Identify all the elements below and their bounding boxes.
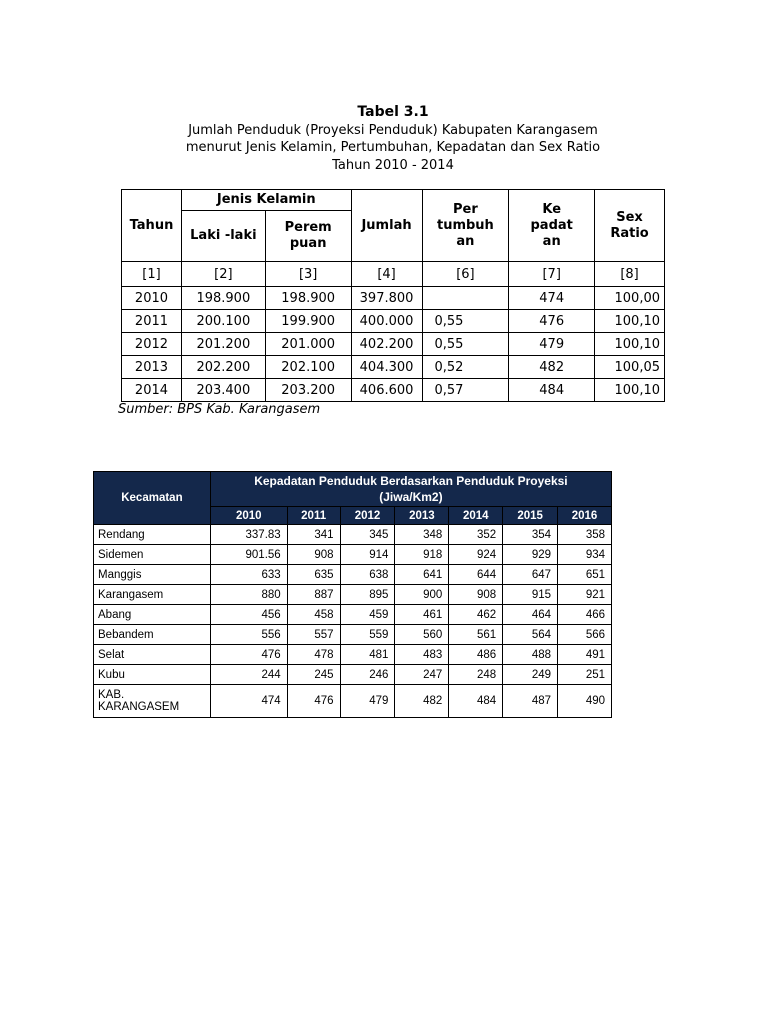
year-header: 2016 (558, 507, 612, 525)
year-header: 2013 (395, 507, 449, 525)
header-pertumbuhan (422, 190, 509, 262)
male-cell: 201.200 (181, 333, 265, 356)
density-value: 246 (340, 665, 395, 685)
total-cell: 397.800 (351, 287, 422, 310)
density-value: 490 (558, 685, 612, 718)
density-value: 638 (340, 565, 395, 585)
year-cell: 2010 (122, 287, 182, 310)
growth-cell (422, 287, 509, 310)
density-value: 488 (503, 645, 558, 665)
table-row (94, 585, 612, 605)
density-value: 641 (395, 565, 449, 585)
density-value: 561 (449, 625, 503, 645)
density-cell: 476 (509, 310, 595, 333)
female-cell: 199.900 (265, 310, 351, 333)
density-value: 887 (287, 585, 340, 605)
total-cell: 404.300 (351, 356, 422, 379)
source-note: Sumber: BPS Kab. Karangasem (118, 402, 321, 417)
density-value: 908 (287, 545, 340, 565)
density-value: 476 (210, 645, 287, 665)
total-name-line1: KAB. (98, 689, 125, 701)
table-row (122, 333, 665, 356)
header-jumlah: Jumlah (351, 190, 422, 262)
kecamatan-name: Abang (94, 605, 211, 625)
header-jenis-kelamin: Jenis Kelamin (181, 190, 351, 211)
year-header: 2014 (449, 507, 503, 525)
density-title-line2: (Jiwa/Km2) (379, 490, 443, 504)
female-cell: 203.200 (265, 379, 351, 402)
sex-ratio-cell: 100,00 (595, 287, 665, 310)
density-value: 491 (558, 645, 612, 665)
index-cell: [7] (509, 262, 595, 287)
density-value: 345 (340, 525, 395, 545)
header-pertumbuhan-line2: tumbuh (436, 217, 494, 233)
sex-ratio-cell: 100,05 (595, 356, 665, 379)
kecamatan-name: Bebandem (94, 625, 211, 645)
density-value: 245 (287, 665, 340, 685)
density-value: 560 (395, 625, 449, 645)
density-value: 337.83 (210, 525, 287, 545)
density-value: 924 (449, 545, 503, 565)
growth-cell: 0,55 (422, 333, 509, 356)
density-cell: 474 (509, 287, 595, 310)
header-perempuan-line1: Perem (284, 220, 332, 235)
density-cell: 482 (509, 356, 595, 379)
header-kepadatan (509, 190, 595, 262)
density-value: 249 (503, 665, 558, 685)
density-value: 476 (287, 685, 340, 718)
table-row (122, 356, 665, 379)
table-row (94, 625, 612, 645)
table1-caption (120, 104, 666, 174)
table-row (122, 287, 665, 310)
density-title-line1: Kepadatan Penduduk Berdasarkan Penduduk Proyeksi (254, 474, 568, 488)
header-perempuan-line2: puan (289, 236, 327, 251)
population-table (121, 189, 665, 402)
density-value: 934 (558, 545, 612, 565)
density-value: 462 (449, 605, 503, 625)
header-tahun: Tahun (122, 190, 182, 262)
table-row (94, 665, 612, 685)
header-sex-ratio-line1: Sex (616, 209, 643, 225)
sex-ratio-cell: 100,10 (595, 310, 665, 333)
kecamatan-name: Selat (94, 645, 211, 665)
density-value: 921 (558, 585, 612, 605)
index-cell: [6] (422, 262, 509, 287)
density-value: 901.56 (210, 545, 287, 565)
sex-ratio-cell: 100,10 (595, 333, 665, 356)
density-value: 651 (558, 565, 612, 585)
density-value: 559 (340, 625, 395, 645)
density-value: 915 (503, 585, 558, 605)
total-cell: 402.200 (351, 333, 422, 356)
table-row (94, 605, 612, 625)
density-cell: 479 (509, 333, 595, 356)
density-value: 484 (449, 685, 503, 718)
density-table (93, 471, 612, 718)
density-value: 929 (503, 545, 558, 565)
index-cell: [1] (122, 262, 182, 287)
table1-caption-line1: Jumlah Penduduk (Proyeksi Penduduk) Kabupaten Karangasem (188, 122, 598, 138)
header-sex-ratio (595, 190, 665, 262)
density-value: 895 (340, 585, 395, 605)
density-value: 341 (287, 525, 340, 545)
index-cell: [4] (351, 262, 422, 287)
sex-ratio-cell: 100,10 (595, 379, 665, 402)
header-pertumbuhan-line1: Per (453, 201, 478, 217)
index-cell: [8] (595, 262, 665, 287)
density-value: 466 (558, 605, 612, 625)
table-row (94, 525, 612, 545)
growth-cell: 0,55 (422, 310, 509, 333)
header-kepadatan-line2: padat (530, 217, 573, 233)
density-value: 248 (449, 665, 503, 685)
density-value: 486 (449, 645, 503, 665)
density-value: 251 (558, 665, 612, 685)
female-cell: 201.000 (265, 333, 351, 356)
density-value: 247 (395, 665, 449, 685)
year-header: 2012 (340, 507, 395, 525)
growth-cell: 0,52 (422, 356, 509, 379)
header-sex-ratio-line2: Ratio (610, 225, 649, 241)
male-cell: 198.900 (181, 287, 265, 310)
kecamatan-name: Kubu (94, 665, 211, 685)
density-value: 908 (449, 585, 503, 605)
density-value: 474 (210, 685, 287, 718)
kecamatan-name: Manggis (94, 565, 211, 585)
density-value: 556 (210, 625, 287, 645)
density-value: 483 (395, 645, 449, 665)
kecamatan-name: Karangasem (94, 585, 211, 605)
kecamatan-name: Rendang (94, 525, 211, 545)
density-value: 633 (210, 565, 287, 585)
header-kepadatan-line3: an (542, 233, 561, 249)
density-value: 354 (503, 525, 558, 545)
density-value: 635 (287, 565, 340, 585)
year-cell: 2011 (122, 310, 182, 333)
header-perempuan (265, 211, 351, 262)
density-value: 358 (558, 525, 612, 545)
male-cell: 203.400 (181, 379, 265, 402)
density-value: 461 (395, 605, 449, 625)
density-value: 459 (340, 605, 395, 625)
year-cell: 2013 (122, 356, 182, 379)
table-row (94, 565, 612, 585)
kecamatan-name: Sidemen (94, 545, 211, 565)
header-kepadatan-line1: Ke (542, 201, 562, 217)
density-value: 479 (340, 685, 395, 718)
female-cell: 202.100 (265, 356, 351, 379)
total-cell: 400.000 (351, 310, 422, 333)
table1-title: Tabel 3.1 (357, 104, 429, 120)
density-value: 458 (287, 605, 340, 625)
header-laki-laki: Laki -laki (181, 211, 265, 262)
density-value: 481 (340, 645, 395, 665)
year-header: 2015 (503, 507, 558, 525)
density-value: 564 (503, 625, 558, 645)
density-value: 456 (210, 605, 287, 625)
total-row (94, 685, 612, 718)
density-value: 557 (287, 625, 340, 645)
density-value: 348 (395, 525, 449, 545)
density-value: 464 (503, 605, 558, 625)
density-value: 352 (449, 525, 503, 545)
total-cell: 406.600 (351, 379, 422, 402)
density-value: 478 (287, 645, 340, 665)
density-value: 566 (558, 625, 612, 645)
table-row (94, 645, 612, 665)
growth-cell: 0,57 (422, 379, 509, 402)
index-cell: [2] (181, 262, 265, 287)
density-value: 880 (210, 585, 287, 605)
year-header: 2010 (210, 507, 287, 525)
density-cell: 484 (509, 379, 595, 402)
header-kecamatan: Kecamatan (94, 472, 211, 525)
table-row (94, 545, 612, 565)
table1-caption-line3: Tahun 2010 - 2014 (332, 157, 454, 173)
density-value: 482 (395, 685, 449, 718)
male-cell: 202.200 (181, 356, 265, 379)
table1-caption-line2: menurut Jenis Kelamin, Pertumbuhan, Kepadatan dan Sex Ratio (185, 140, 601, 155)
table-row (122, 379, 665, 402)
year-cell: 2014 (122, 379, 182, 402)
index-row (122, 262, 665, 287)
density-value: 487 (503, 685, 558, 718)
density-value: 900 (395, 585, 449, 605)
density-table-title (210, 472, 611, 507)
density-value: 914 (340, 545, 395, 565)
year-cell: 2012 (122, 333, 182, 356)
header-pertumbuhan-line3: an (456, 233, 475, 249)
kecamatan-name (94, 685, 211, 718)
index-cell: [3] (265, 262, 351, 287)
female-cell: 198.900 (265, 287, 351, 310)
density-value: 647 (503, 565, 558, 585)
density-value: 644 (449, 565, 503, 585)
male-cell: 200.100 (181, 310, 265, 333)
total-name-line2: KARANGASEM (98, 701, 180, 713)
table-row (122, 310, 665, 333)
year-header: 2011 (287, 507, 340, 525)
density-value: 244 (210, 665, 287, 685)
density-value: 918 (395, 545, 449, 565)
